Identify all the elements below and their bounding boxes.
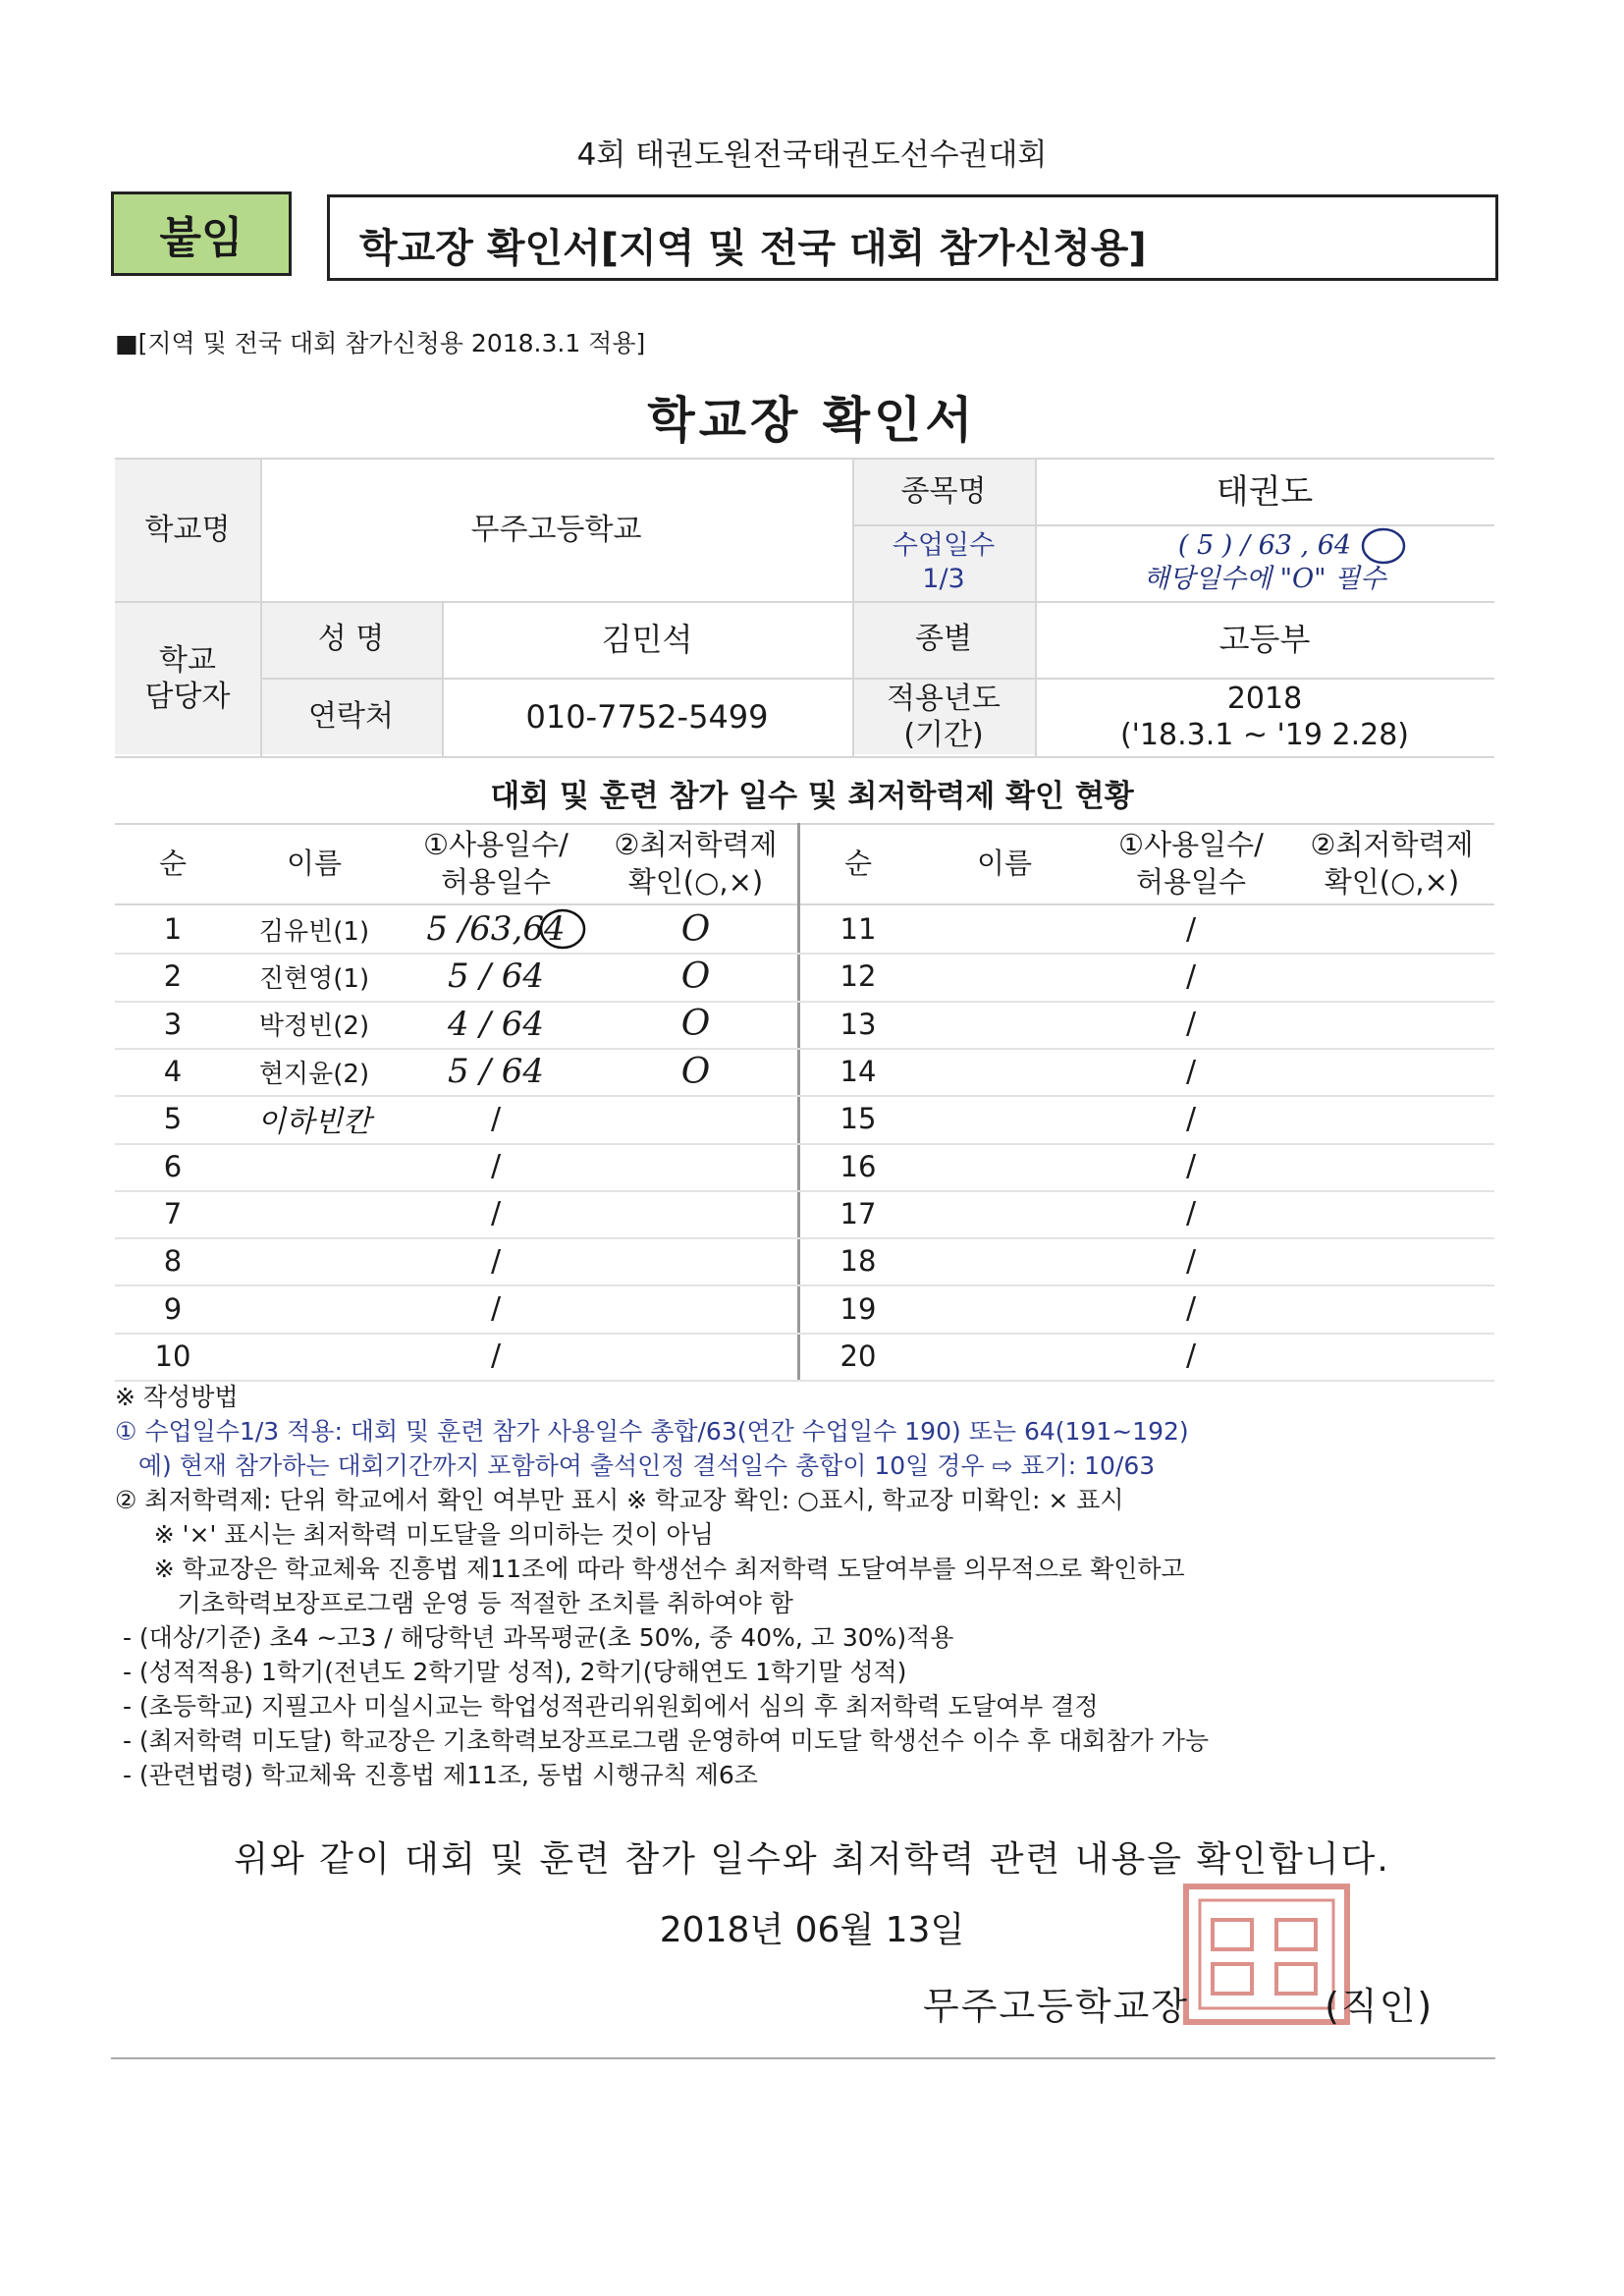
selected-64-row-circle-icon <box>537 906 588 952</box>
row-number: 19 <box>839 1291 877 1326</box>
year-value <box>1035 678 1494 756</box>
row-name: 김유빈(1) <box>258 916 370 947</box>
guide-line: 기초학력보장프로그램 운영 등 적절한 조치를 취하여야 함 <box>115 1589 793 1617</box>
row-min-grade-mark <box>594 1095 797 1142</box>
year-value-1: 2018 <box>1226 681 1303 716</box>
col-name-left: 이름 <box>286 847 343 881</box>
col-min-left <box>594 825 797 903</box>
division-label: 종별 <box>915 622 972 657</box>
year-label <box>852 678 1035 756</box>
row-number: 4 <box>163 1055 183 1089</box>
sport-value: 태권도 <box>1216 471 1314 512</box>
form-heading: 학교장 확인서 <box>647 392 977 449</box>
applies-note: ■[지역 및 전국 대회 참가신청용 2018.3.1 적용] <box>115 329 646 357</box>
row-days: 5 / 64 <box>448 1052 544 1092</box>
row-number: 2 <box>163 959 183 994</box>
contact-group-label-1: 학교 <box>159 642 216 678</box>
row-name <box>231 1237 398 1285</box>
row-number: 6 <box>163 1149 183 1183</box>
guide-line: - (관련법령) 학교체육 진흥법 제11조, 동법 시행규칙 제6조 <box>115 1761 758 1789</box>
row-number: 1 <box>163 912 183 947</box>
row-min-grade-mark <box>594 1143 797 1190</box>
row-number: 15 <box>839 1102 877 1136</box>
row-min-grade-mark: O <box>680 908 711 950</box>
contact-group-label <box>115 601 260 756</box>
school-value: 무주고등학교 <box>470 513 642 548</box>
row-name: 박정빈(2) <box>258 1011 370 1042</box>
col-days-left <box>398 825 594 903</box>
row-min-grade-mark <box>594 1285 797 1332</box>
row-name: 진현영(1) <box>258 963 370 994</box>
phone-label: 연락처 <box>308 699 394 735</box>
row-name <box>231 1143 398 1190</box>
guide-line: - (대상/기준) 초4 ~고3 / 해당학년 과목평균(초 50%, 중 40%, 고 30%)적용 <box>115 1623 954 1652</box>
guide-lines <box>115 1414 1209 1792</box>
row-days: / <box>1185 911 1197 947</box>
col-no-right: 순 <box>843 847 872 881</box>
row-days: / <box>490 1101 502 1136</box>
row-min-grade-mark: O <box>680 1051 711 1092</box>
row-number: 5 <box>163 1102 183 1136</box>
phone-value: 010-7752-5499 <box>525 698 769 736</box>
event-title: 4회 태권도원전국태권도선수권대회 <box>576 137 1048 173</box>
school-label: 학교명 <box>144 513 231 548</box>
col-days-right-1: ①사용일수/ <box>1118 828 1264 862</box>
class-days-label-2: 1/3 <box>922 564 965 594</box>
year-label-1: 적용년도 <box>887 681 1001 716</box>
row-days: / <box>490 1291 502 1327</box>
row-name <box>231 1285 398 1332</box>
class-days-label <box>852 524 1035 601</box>
row-days: / <box>490 1196 502 1231</box>
class-days-value <box>1035 524 1494 601</box>
class-days-fraction: ( 5 ) / 63 , 64 <box>1177 530 1352 562</box>
row-number: 10 <box>154 1339 191 1373</box>
row-number: 17 <box>839 1196 877 1230</box>
row-number: 3 <box>163 1007 183 1041</box>
status-table-heading: 대회 및 훈련 참가 일수 및 최저학력제 확인 현황 <box>490 779 1134 814</box>
guide-line: - (최저학력 미도달) 학교장은 기초학력보장프로그램 운영하여 미도달 학생선수 이수 후 대회참가 가능 <box>115 1726 1210 1755</box>
selected-64-circle-icon <box>1359 524 1408 568</box>
row-days: 4 / 64 <box>448 1004 544 1044</box>
row-min-grade-mark <box>594 1237 797 1285</box>
col-days-left-2: 허용일수 <box>440 865 552 899</box>
guide-line: ② 최저학력제: 단위 학교에서 확인 여부만 표시 ※ 학교장 확인: ○표시, 학교장 미확인: × 표시 <box>115 1486 1124 1514</box>
col-no-left: 순 <box>158 847 187 881</box>
footer-divider <box>111 2057 1495 2059</box>
attachment-label: 붙임 <box>111 191 292 276</box>
row-number: 11 <box>839 912 877 947</box>
seal-label: (직인) <box>1325 1985 1435 2028</box>
row-number: 13 <box>839 1007 877 1041</box>
confirm-statement: 위와 같이 대회 및 훈련 참가 일수와 최저학력 관련 내용을 확인합니다. <box>234 1839 1390 1880</box>
guide-line: - (초등학교) 지필고사 미실시교는 학업성적관리위원회에서 심의 후 최저학력 도달여부 결정 <box>115 1692 1099 1721</box>
col-min-left-2: 확인(○,×) <box>627 865 764 899</box>
class-days-label-1: 수업일수 <box>892 530 996 562</box>
guide-line: ※ 학교장은 학교체육 진흥법 제11조에 따라 학생선수 최저학력 도달여부를 의무적으로 확인하고 <box>115 1555 1185 1583</box>
row-name: 이하빈칸 <box>257 1105 371 1140</box>
col-name-right: 이름 <box>976 847 1033 881</box>
year-value-2: ('18.3.1 ~ '19 2.28) <box>1119 718 1410 752</box>
row-number: 20 <box>839 1339 877 1373</box>
year-label-2: (기간) <box>903 718 984 752</box>
class-days-note: 해당일수에 "O" 필수 <box>1143 564 1386 594</box>
row-days: / <box>1185 1243 1197 1279</box>
row-days: / <box>490 1149 502 1184</box>
guide-line: ※ '×' 표시는 최저학력 미도달을 의미하는 것이 아님 <box>115 1520 714 1549</box>
row-days: / <box>1185 1054 1197 1089</box>
row-number: 12 <box>839 959 877 994</box>
col-min-right-1: ②최저학력제 <box>1310 828 1474 862</box>
row-days: / <box>1185 1149 1197 1184</box>
row-days: / <box>490 1243 502 1279</box>
col-min-right-2: 확인(○,×) <box>1324 865 1460 899</box>
row-days: / <box>490 1339 502 1374</box>
guide-line: 예) 현재 참가하는 대회기간까지 포함하여 출석인정 결석일수 총합이 10일 경우 ⇨ 표기: 10/63 <box>115 1451 1156 1480</box>
row-days: 5 /63,64 <box>426 909 566 950</box>
col-days-left-1: ①사용일수/ <box>423 828 568 862</box>
row-days: 5 / 64 <box>448 957 544 997</box>
guide-line: ① 수업일수1/3 적용: 대회 및 훈련 참가 사용일수 총합/63(연간 수업일수 190) 또는 64(191~192) <box>115 1417 1189 1446</box>
row-number: 9 <box>163 1291 183 1326</box>
row-number: 16 <box>839 1149 877 1183</box>
col-days-right-2: 허용일수 <box>1135 865 1247 899</box>
row-min-grade-mark: O <box>680 1004 711 1045</box>
row-name <box>231 1333 398 1380</box>
row-number: 14 <box>839 1055 877 1089</box>
principal-signature <box>923 1976 1434 2030</box>
row-days: / <box>1185 1101 1197 1136</box>
row-days: / <box>1185 1007 1197 1042</box>
principal-title: 무주고등학교장 <box>923 1985 1189 2028</box>
division-value: 고등부 <box>1218 621 1311 658</box>
row-name <box>231 1190 398 1237</box>
row-days: / <box>1185 958 1197 994</box>
row-number: 8 <box>163 1244 183 1279</box>
row-days: / <box>1185 1339 1197 1374</box>
row-number: 18 <box>839 1244 877 1279</box>
name-label: 성 명 <box>317 622 385 657</box>
row-min-grade-mark: O <box>680 956 711 997</box>
sport-label: 종목명 <box>900 474 987 510</box>
col-min-left-1: ②최저학력제 <box>614 828 778 862</box>
writing-guide <box>115 1380 1209 1792</box>
row-days: / <box>1185 1196 1197 1231</box>
col-min-right <box>1289 825 1494 903</box>
document-title: 학교장 확인서[지역 및 전국 대회 참가신청용] <box>327 194 1498 281</box>
guide-title: ※ 작성방법 <box>115 1383 239 1411</box>
guide-line: - (성적적용) 1학기(전년도 2학기말 성적), 2학기(당해연도 1학기말 성적) <box>115 1658 907 1686</box>
row-days: / <box>1185 1291 1197 1327</box>
row-number: 7 <box>163 1196 183 1230</box>
row-min-grade-mark <box>594 1190 797 1237</box>
name-value: 김민석 <box>601 621 693 658</box>
row-name: 현지윤(2) <box>258 1059 370 1089</box>
row-min-grade-mark <box>594 1333 797 1380</box>
issue-date: 2018년 06월 13일 <box>659 1910 965 1950</box>
col-days-right <box>1093 825 1289 903</box>
contact-group-label-2: 담당자 <box>144 680 231 714</box>
